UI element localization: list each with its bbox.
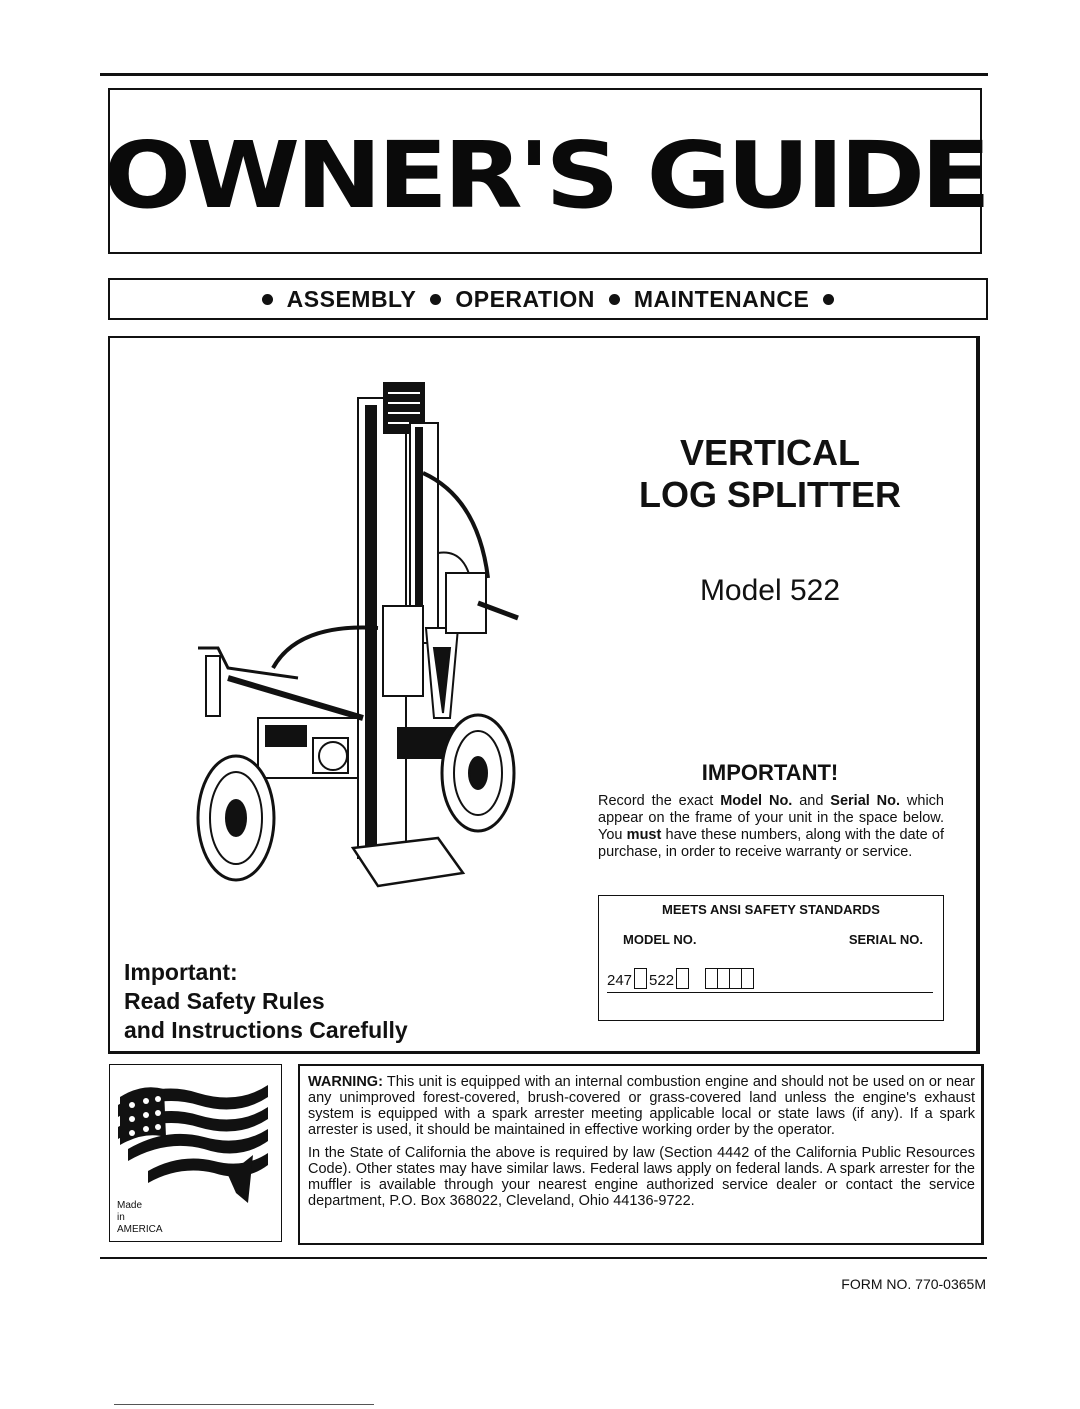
model-code: 522 [649,972,675,989]
serial-digit-box[interactable] [741,968,754,989]
made-in-text [117,1200,163,1236]
model-label: Model 522 [699,574,841,607]
safety-line-1: Important: [124,959,238,985]
model-prefix: 247 [607,972,633,989]
california-paragraph: In the State of California the above is required by law (Section 4442 of the California Public Resources Code). Other states may have similar laws. Federal laws apply on federal lands. A spark arrester for the muffler is available through your nearest engine authorized service dealer or contact the service department, P.O. Box 368022, Cleveland, Ohio 44136-9722. [308,1145,975,1209]
made-line-2: in [117,1212,125,1223]
made-line-3: AMERICA [117,1224,163,1235]
bullet-icon [262,294,273,305]
document-title: OWNER'S GUIDE [103,122,987,229]
form-number: FORM NO. 770-0365M [841,1276,986,1292]
record-emphasis: Serial No. [830,793,901,809]
record-instructions [598,793,944,861]
page-edge-line [114,1404,374,1405]
warning-box [298,1064,984,1245]
standards-box [598,895,944,1021]
bottom-rule [100,1257,987,1259]
record-text: and [792,793,831,809]
bullet-icon [430,294,441,305]
topic-maintenance: MAINTENANCE [633,285,810,312]
bullet-icon [823,294,834,305]
model-digit-box[interactable] [634,968,647,989]
safety-line-3: and Instructions Carefully [124,1017,408,1043]
record-emphasis: Model No. [720,793,793,809]
record-text: which appear on the frame of your unit in the space below. You [598,793,944,843]
top-rule [100,73,988,76]
bullet-icon [609,294,620,305]
model-no-label: MODEL NO. [623,932,697,947]
number-entry [607,968,756,989]
topics-bar [108,278,988,320]
serial-no-label: SERIAL NO. [848,932,923,947]
made-in-america-badge [109,1064,282,1242]
american-flag-icon [118,1075,273,1205]
title-banner [103,88,987,254]
product-name [600,432,940,517]
safety-reminder [124,958,408,1045]
record-text: Record the exact [598,793,721,809]
topic-operation: OPERATION [455,285,595,312]
record-text: have these numbers, along with the date of purchase, in order to receive warranty or service. [598,827,944,860]
product-line-1: VERTICAL [680,432,860,473]
made-line-1: Made [117,1200,143,1211]
warning-label: WARNING: [308,1074,383,1090]
model-digit-box[interactable] [676,968,689,989]
warning-text: This unit is equipped with an internal combustion engine and should not be used on or near any unimproved forest-covered, brush-covered or grass-covered land unless the engine's exhaust system is equipped with a spark arrester meeting applicable local or state laws (if any). If a spark arrester is used, it should be maintained in effective working order by the operator. [308,1074,975,1138]
product-line-2: LOG SPLITTER [638,474,901,516]
standards-title: MEETS ANSI SAFETY STANDARDS [662,902,880,917]
record-emphasis: must [626,827,662,843]
topic-assembly: ASSEMBLY [286,285,417,312]
safety-line-2: Read Safety Rules [124,988,325,1014]
important-heading: IMPORTANT! [701,760,839,785]
log-splitter-illustration [188,378,538,898]
entry-underline [607,992,933,993]
warning-paragraph [308,1074,975,1138]
